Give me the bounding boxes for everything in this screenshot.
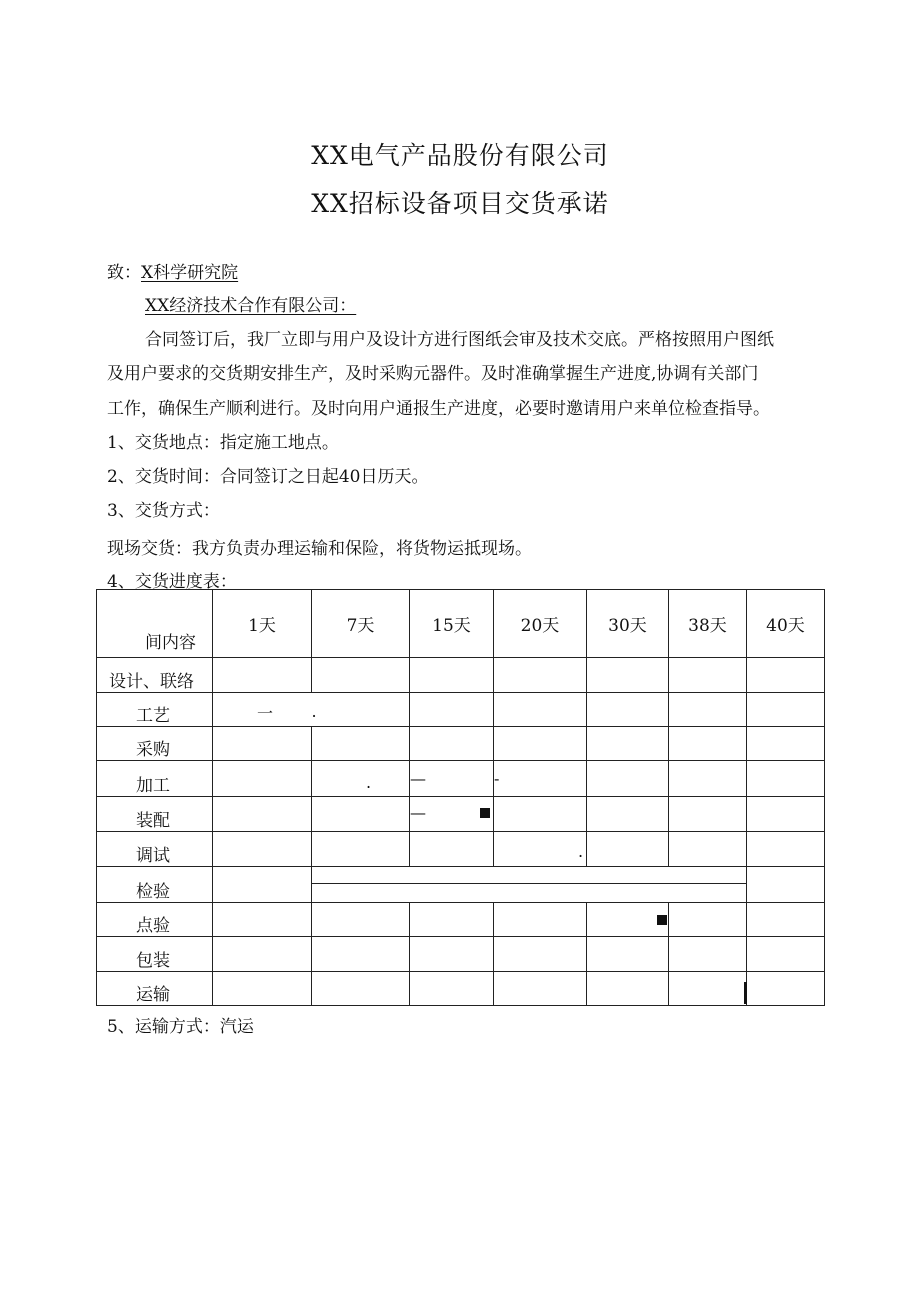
progress-dot: .	[578, 842, 584, 861]
recipient-line-1	[107, 258, 238, 283]
table-row	[97, 903, 825, 937]
inspection-bar-line	[312, 883, 746, 884]
row-label: 采购	[97, 727, 213, 761]
row-label: 设计、联络	[97, 658, 213, 693]
item-transport: 5、运输方式：汽运	[107, 1017, 254, 1037]
row-label: 运输	[97, 972, 213, 1006]
day-header: 7天	[312, 590, 410, 658]
delivery-schedule-table	[96, 589, 825, 1006]
row-label: 点验	[97, 903, 213, 937]
day-header: 1天	[213, 590, 312, 658]
body-line-2: 及用户要求的交货期安排生产，及时采购元器件。及时准确掌握生产进度,协调有关部门	[107, 364, 759, 384]
recipient-1: X科学研究院	[141, 263, 239, 283]
day-header: 38天	[669, 590, 747, 658]
to-prefix: 致：	[107, 263, 141, 283]
progress-dot: .	[366, 773, 372, 792]
table-row	[97, 797, 825, 832]
row-label: 装配	[97, 797, 213, 832]
progress-square	[657, 915, 667, 925]
item-time: 2、交货时间：合同签订之日起40日历天。	[107, 467, 429, 487]
day-header: 40天	[747, 590, 825, 658]
row-label: 工艺	[97, 693, 213, 727]
table-row	[97, 832, 825, 867]
document-title: XX招标设备项目交货承诺	[311, 189, 609, 218]
table-row	[97, 658, 825, 693]
table-row	[97, 727, 825, 761]
corner-cell	[97, 590, 213, 658]
item-method-detail: 现场交货：我方负责办理运输和保险，将货物运抵现场。	[107, 539, 532, 559]
table-row	[97, 867, 825, 903]
body-line-3: 工作，确保生产顺利进行。及时向用户通报生产进度，必要时邀请用户来单位检查指导。	[107, 399, 770, 419]
progress-dash-small: -	[494, 769, 500, 788]
company-title: XX电气产品股份有限公司	[311, 141, 609, 170]
progress-dash: —	[410, 803, 426, 822]
item-place: 1、交货地点：指定施工地点。	[107, 433, 339, 453]
row-label: 包装	[97, 937, 213, 972]
body-line-1: 合同签订后，我厂立即与用户及设计方进行图纸会审及技术交底。严格按照用户图纸	[145, 330, 774, 350]
table-row	[97, 761, 825, 797]
row-label: 检验	[97, 867, 213, 903]
recipient-2: XX经济技术合作有限公司：	[145, 296, 357, 316]
schedule-title: 4、交货进度表：	[107, 572, 237, 592]
progress-dash: —	[410, 769, 426, 788]
row-label: 加工	[97, 761, 213, 797]
day-header: 20天	[494, 590, 587, 658]
table-row	[97, 972, 825, 1006]
progress-dot: .	[311, 702, 317, 721]
day-header: 15天	[410, 590, 494, 658]
table-row	[97, 937, 825, 972]
table-header-row	[97, 590, 825, 658]
day-header: 30天	[587, 590, 669, 658]
corner-label: 间内容	[145, 633, 196, 653]
row-label: 调试	[97, 832, 213, 867]
item-method: 3、交货方式：	[107, 501, 220, 521]
table-row	[97, 693, 825, 727]
progress-mark: 一	[257, 704, 274, 723]
